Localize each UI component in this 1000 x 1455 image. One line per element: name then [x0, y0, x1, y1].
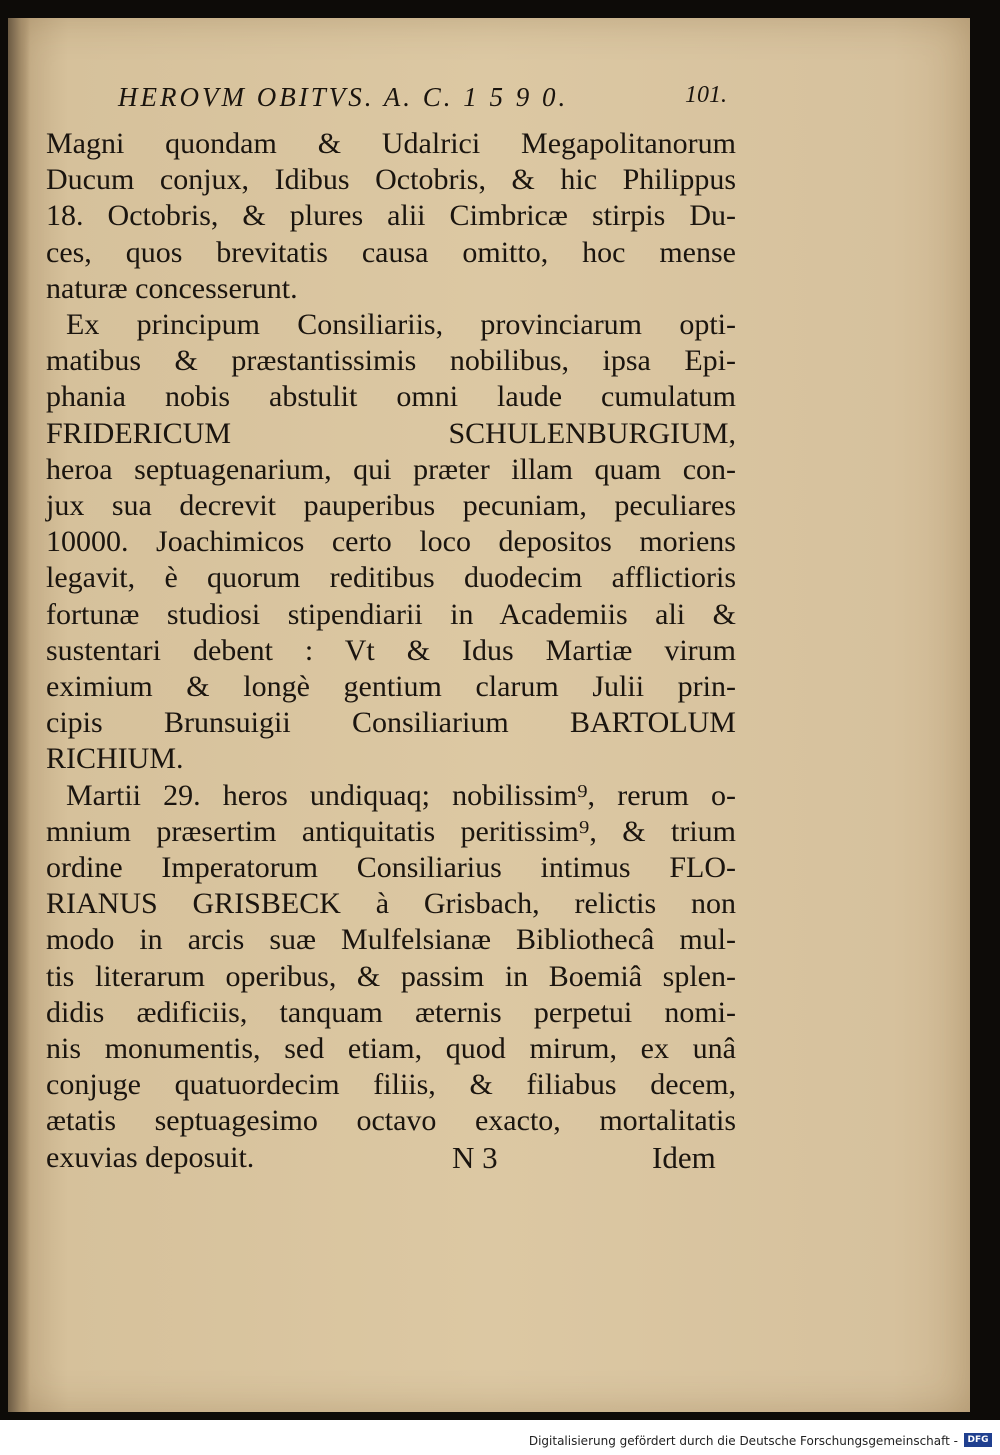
- text-line: RIANUS GRISBECK à Grisbach, relictis non: [46, 887, 736, 921]
- text-line: naturæ concesserunt.: [46, 271, 298, 305]
- text-line: Martii 29. heros undiquaq; nobilissim⁹, rerum o-: [66, 778, 736, 812]
- running-head: HEROVM OBITVS. A. C. 1 5 9 0.: [118, 82, 569, 112]
- text-line: ordine Imperatorum Consiliarius intimus FLO-: [46, 851, 736, 885]
- text-line: nis monumentis, sed etiam, quod mirum, ex unâ: [46, 1032, 736, 1066]
- text-line: mnium præsertim antiquitatis peritissim⁹, & trium: [46, 814, 736, 848]
- text-line: legavit, è quorum reditibus duodecim afflictioris: [46, 561, 736, 595]
- dfg-logo[interactable]: DFG: [964, 1433, 992, 1447]
- text-line: eximium & longè gentium clarum Julii prin-: [46, 670, 736, 704]
- text-line: ces, quos brevitatis causa omitto, hoc mense: [46, 235, 736, 269]
- text-line: sustentari debent : Vt & Idus Martiæ virum: [46, 633, 736, 667]
- text-line: Magni quondam & Udalrici Megapolitanorum: [46, 127, 736, 160]
- footer-credit: Digitalisierung gefördert durch die Deutsche Forschungsgemeinschaft -: [528, 1434, 958, 1448]
- text-line: didis ædificiis, tanquam æternis perpetui nomi-: [46, 995, 736, 1029]
- text-line: 18. Octobris, & plures alii Cimbricæ stirpis Du-: [46, 199, 736, 233]
- text-line: cipis Brunsuigii Consiliarium BARTOLUM: [46, 706, 736, 740]
- text-line: ætatis septuagesimo octavo exacto, mortalitatis: [46, 1104, 736, 1138]
- text-line: 10000. Joachimicos certo loco depositos moriens: [46, 525, 736, 559]
- text-line: modo in arcis suæ Mulfelsianæ Bibliothecâ mul-: [46, 923, 736, 957]
- text-line: Ex principum Consiliariis, provinciarum opti-: [66, 308, 736, 342]
- text-line: jux sua decrevit pauperibus pecuniam, peculiares: [46, 489, 736, 523]
- text-line: FRIDERICUM SCHULENBURGIUM,: [46, 416, 736, 450]
- page-number: 101.: [685, 82, 727, 108]
- text-line: conjuge quatuordecim filiis, & filiabus decem,: [46, 1068, 736, 1102]
- body-text: [46, 126, 736, 1176]
- catchword: Idem: [652, 1140, 716, 1175]
- text-line: Ducum conjux, Idibus Octobris, & hic Philippus: [46, 163, 736, 197]
- text-line: heroa septuagenarium, qui præter illam quam con-: [46, 452, 736, 486]
- text-line: tis literarum operibus, & passim in Boemiâ splen-: [46, 959, 736, 993]
- text-line: fortunæ studiosi stipendiarii in Academiis ali &: [46, 597, 736, 631]
- text-line: phania nobis abstulit omni laude cumulatum: [46, 380, 736, 414]
- text-line: exuvias deposuit.: [46, 1140, 255, 1174]
- text-line: RICHIUM.: [46, 742, 184, 776]
- book-gutter: [8, 18, 30, 1412]
- signature-mark: N 3: [452, 1140, 498, 1175]
- text-line: matibus & præstantissimis nobilibus, ipsa Epi-: [46, 344, 736, 378]
